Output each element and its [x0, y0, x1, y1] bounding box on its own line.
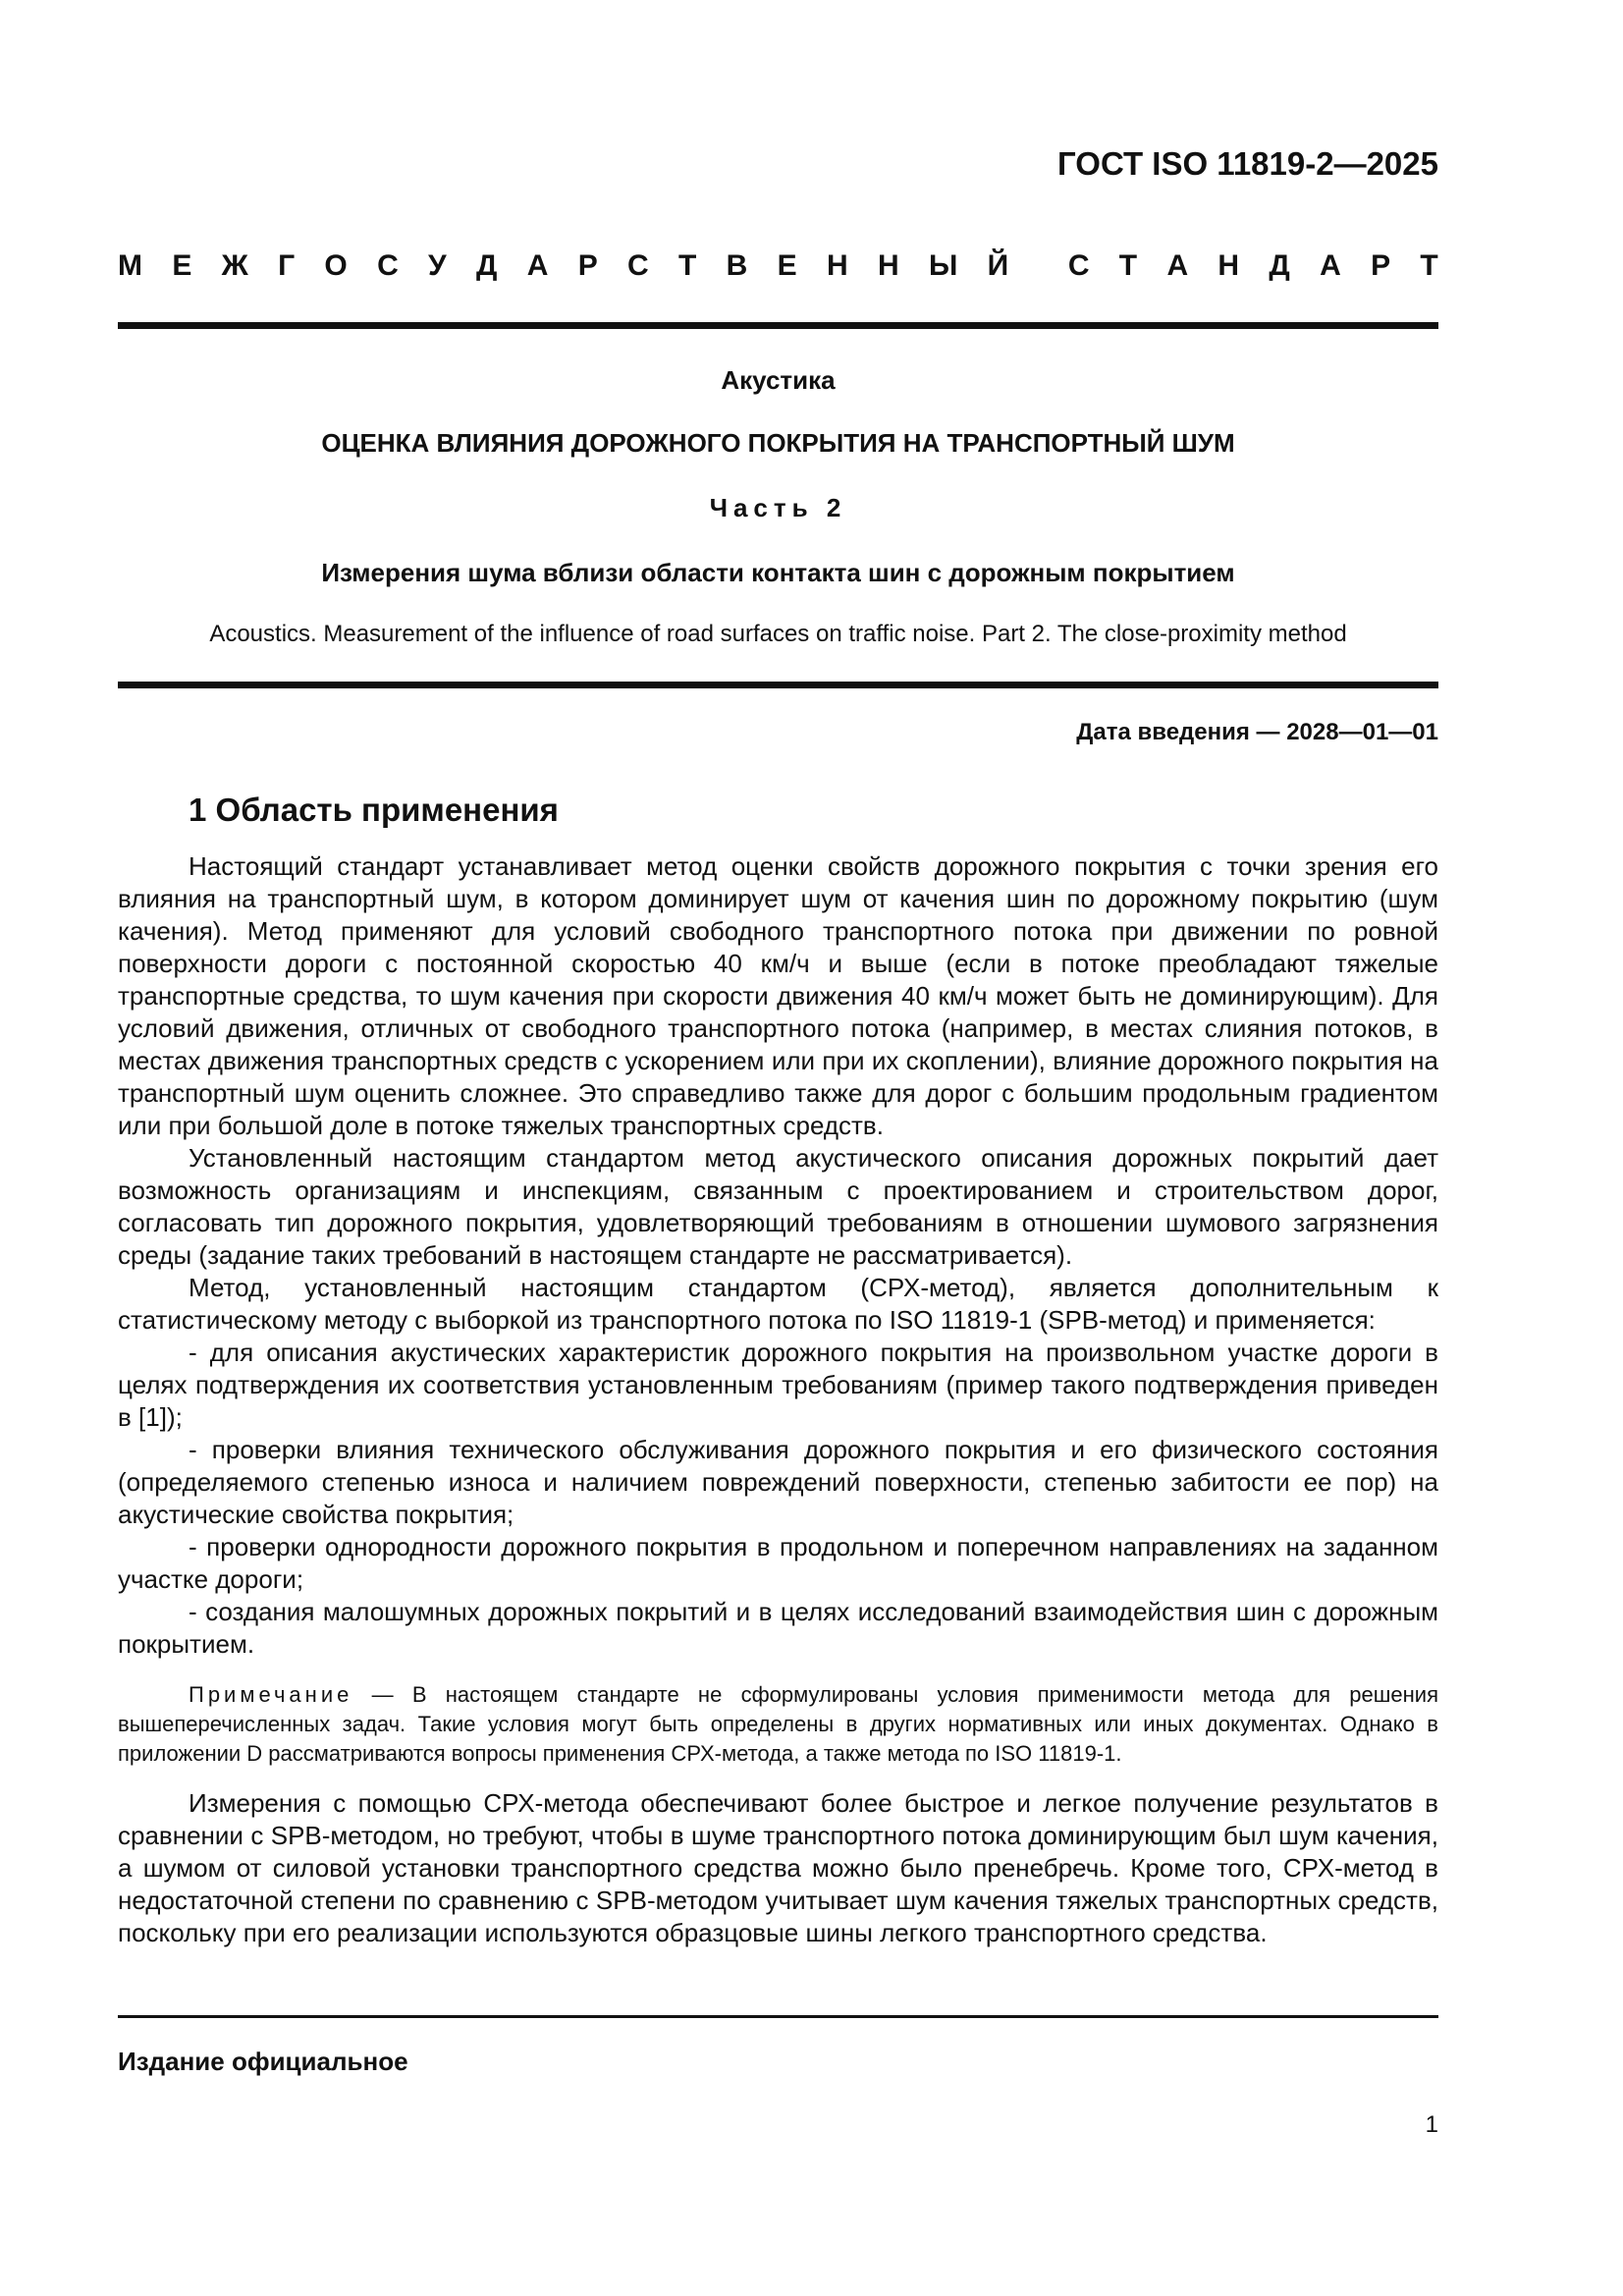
banner-letter: Ж [221, 249, 248, 282]
list-item: - создания малошумных дорожных покрытий и в целях исследований взаимодействия шин с дорожным покрытием. [118, 1597, 1438, 1659]
banner-letter: А [526, 249, 549, 282]
banner-letter: С [377, 249, 399, 282]
banner-letter: Д [1269, 249, 1290, 282]
paragraph: Измерения с помощью СРХ-метода обеспечивают более быстрое и легкое получение результатов в сравнении с SPB-методом, но требуют, чтобы в шуме транспортного потока доминирующим был шум качения, а шумом от силовой установки транспортного средства можно было пренебречь. Кроме того, СРХ-метод в недостаточной степени по сравнению с SPB-методом учитывает шум качения тяжелых транспортных средств, поскольку при его реализации используются образцовые шины легкого транспортного средства. [118, 1788, 1438, 1947]
paragraph: Настоящий стандарт устанавливает метод оценки свойств дорожного покрытия с точки зрения его влияния на транспортный шум, в котором доминирует шум от качения шин по дорожному покрытию (шум качения). Метод применяют для условий свободного транспортного потока при движении по ровной поверхности дороги с постоянной скоростью 40 км/ч и выше (если в потоке преобладают тяжелые транспортные средства, то шум качения при скорости движения 40 км/ч может быть не доминирующим). Для условий движения, отличных от свободного транспортного потока (например, в местах слияния потоков, в местах движения транспортных средств с ускорением или при их скоплении), влияние дорожного покрытия на транспортный шум оценить сложнее. Это справедливо также для дорог с большим продольным градиентом или при большой доле в потоке тяжелых транспортных средств. [118, 851, 1438, 1140]
banner-letter: Р [577, 249, 598, 282]
banner-letter: Ы [928, 249, 958, 282]
banner-letter: Т [1118, 249, 1138, 282]
banner-letter: В [726, 249, 748, 282]
banner-letter: Р [1371, 249, 1391, 282]
paragraph: Метод, установленный настоящим стандартом (СРХ-метод), является дополнительным к статистическому методу с выборкой из транспортного потока по ISO 11819-1 (SPB-метод) и применяется: [118, 1273, 1438, 1335]
list-item: - для описания акустических характеристик дорожного покрытия на произвольном участке дороги в целях подтверждения их соответствия установленным требованиям (пример такого подтверждения приведен в [1]); [118, 1338, 1438, 1432]
section-body-continued [118, 1787, 1438, 1949]
banner-letter: Т [678, 249, 697, 282]
part-label: Часть 2 [709, 493, 847, 522]
note-paragraph [118, 1680, 1438, 1769]
note-label: Примечание [189, 1682, 353, 1707]
banner-letter: Й [987, 249, 1009, 282]
section-heading: 1 Область применения [189, 792, 559, 828]
title-divider [118, 682, 1438, 688]
header-divider [118, 322, 1438, 329]
banner-letter: Д [476, 249, 498, 282]
page-number: 1 [1425, 2111, 1438, 2138]
english-title: Acoustics. Measurement of the influence of road surfaces on traffic noise. Part 2. The close-proximity method [209, 621, 1347, 647]
interstate-standard-banner [118, 249, 1438, 283]
section-body [118, 850, 1438, 1661]
banner-letter: С [627, 249, 649, 282]
banner-letter: У [428, 249, 447, 282]
introduction-date: Дата введения — 2028—01—01 [1076, 719, 1438, 745]
banner-letter: С [1067, 249, 1090, 282]
list-item: - проверки однородности дорожного покрытия в продольном и поперечном направлениях на заданном участке дороги; [118, 1532, 1438, 1594]
banner-letter: А [1166, 249, 1189, 282]
banner-letter: Е [777, 249, 797, 282]
standard-field: Акустика [721, 365, 836, 395]
list-item: - проверки влияния технического обслуживания дорожного покрытия и его физического состояния (определяемого степенью износа и наличием повреждений поверхности, степенью забитости ее пор) на акустические свойства покрытия; [118, 1435, 1438, 1529]
note-text: — В настоящем стандарте не сформулированы условия применимости метода для решения вышеперечисленных задач. Такие условия могут быть определены в других нормативных или иных документах. Однако в приложении D рассматриваются вопросы применения СРХ-метода, а также метода по ISO 11819-1. [118, 1682, 1438, 1766]
document-page [118, 0, 1438, 2296]
banner-letter: Т [1420, 249, 1438, 282]
banner-letter: Г [278, 249, 296, 282]
paragraph: Установленный настоящим стандартом метод акустического описания дорожных покрытий дает возможность организациям и инспекциям, связанным с проектированием и строительством дорог, согласовать тип дорожного покрытия, удовлетворяющий требованиям в отношении шумового загрязнения среды (задание таких требований в настоящем стандарте не рассматривается). [118, 1143, 1438, 1270]
banner-letter: Н [826, 249, 848, 282]
footer-divider [118, 2015, 1438, 2018]
edition-label: Издание официальное [118, 2047, 408, 2076]
banner-letter: Н [877, 249, 899, 282]
standard-title: ОЦЕНКА ВЛИЯНИЯ ДОРОЖНОГО ПОКРЫТИЯ НА ТРАНСПОРТНЫЙ ШУМ [321, 428, 1235, 458]
banner-letter: Н [1217, 249, 1240, 282]
standard-subtitle: Измерения шума вблизи области контакта шин с дорожным покрытием [321, 558, 1235, 587]
banner-letter: А [1320, 249, 1341, 282]
note-block [118, 1680, 1438, 1769]
banner-letter: Е [172, 249, 192, 282]
banner-letter: М [118, 249, 142, 282]
document-number: ГОСТ ISO 11819-2—2025 [1057, 145, 1438, 182]
banner-letter: О [324, 249, 348, 282]
